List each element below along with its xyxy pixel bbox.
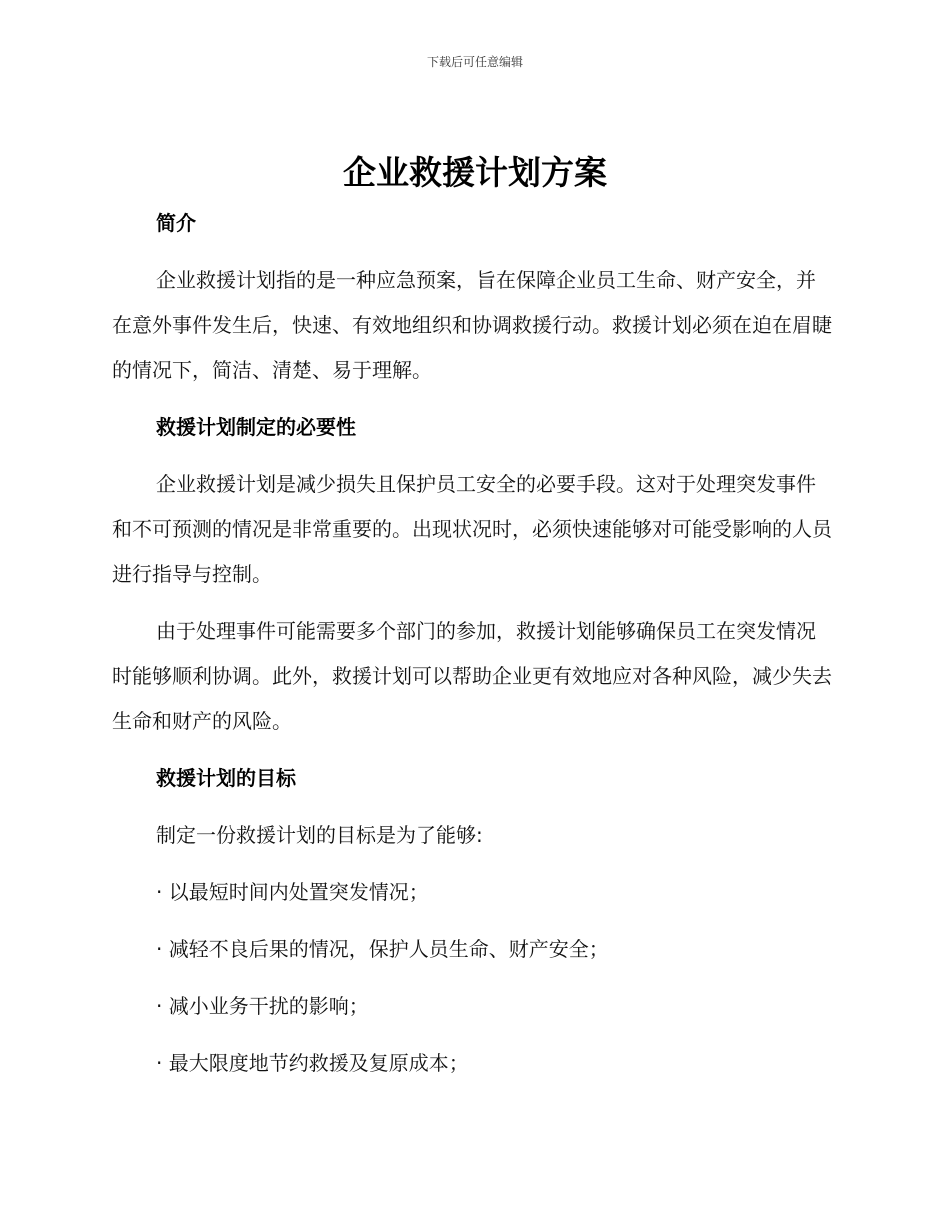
goal-item: · 以最短时间内处置突发情况； (156, 880, 429, 904)
section-heading-necessity: 救援计划制定的必要性 (156, 415, 356, 439)
spacer (112, 393, 832, 405)
spacer (112, 597, 832, 609)
intro-paragraph: 企业救援计划指的是一种应急预案，旨在保障企业员工生命、财产安全，并在意外事件发生后，快速、有效地组织和协调救援行动。救援计划必须在迫在眉睫的情况下，简洁、清楚、易于理解。 (112, 268, 832, 382)
goals-intro: 制定一份救援计划的目标是为了能够: (156, 823, 483, 847)
goal-item: · 减小业务干扰的影响； (156, 994, 369, 1018)
spacer (112, 246, 832, 258)
document-body (112, 201, 832, 1086)
goal-item: · 最大限度地节约救援及复原成本； (156, 1051, 469, 1075)
spacer (112, 801, 832, 813)
necessity-paragraph-2: 由于处理事件可能需要多个部门的参加，救援计划能够确保员工在突发情况时能够顺利协调。此外，救援计划可以帮助企业更有效地应对各种风险，减少失去生命和财产的风险。 (112, 619, 832, 733)
spacer (112, 744, 832, 756)
section-heading-goals: 救援计划的目标 (156, 766, 296, 790)
necessity-paragraph-1: 企业救援计划是减少损失且保护员工安全的必要手段。这对于处理突发事件和不可预测的情况是非常重要的。出现状况时，必须快速能够对可能受影响的人员进行指导与控制。 (112, 472, 832, 586)
header-note: 下载后可任意编辑 (426, 55, 523, 69)
document-title: 企业救援计划方案 (343, 153, 607, 192)
spacer (112, 450, 832, 462)
spacer (112, 858, 832, 870)
section-heading-intro: 简介 (156, 211, 196, 235)
spacer (112, 972, 832, 984)
spacer (112, 915, 832, 927)
spacer (112, 1029, 832, 1041)
goal-item: · 减轻不良后果的情况，保护人员生命、财产安全； (156, 937, 609, 961)
